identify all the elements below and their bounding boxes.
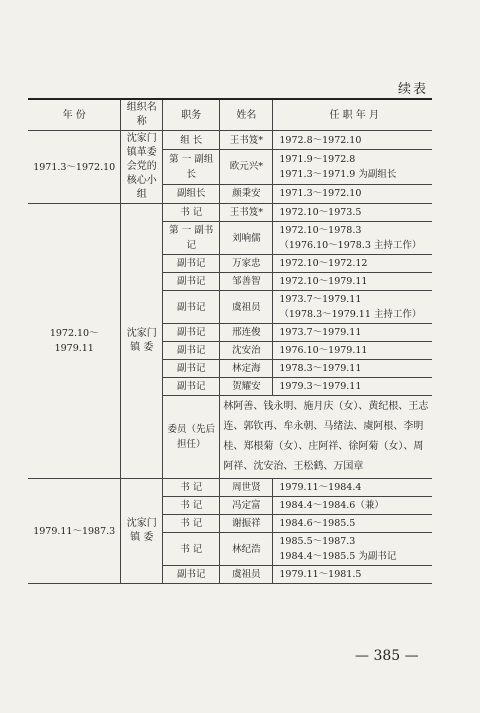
- tenure-line: （1976.10～1978.3 主持工作）: [279, 240, 422, 251]
- tenure-cell: [273, 150, 432, 185]
- tenure-line: 1984.4～1985.5 为副书记: [279, 551, 397, 562]
- tenure-line: 1984.4～1984.6（兼）: [279, 500, 384, 511]
- name-cell: 万家忠: [220, 255, 273, 273]
- position-cell: 副书记: [163, 342, 220, 360]
- tenure-line: 1972.10～1973.5: [279, 207, 362, 218]
- name-cell: 林纪浩: [220, 533, 273, 566]
- position-cell: 书 记: [163, 533, 220, 566]
- name-cell: 颜秉安: [220, 184, 273, 203]
- tenure-cell: [273, 255, 432, 273]
- col-header-org: 组织名称: [121, 99, 163, 131]
- tenure-cell: [273, 479, 432, 497]
- name-cell: 刘响儒: [220, 222, 273, 255]
- tenure-line: 1971.3～1971.9 为副组长: [279, 168, 397, 180]
- tenure-cell: [273, 378, 432, 396]
- position-cell: 副书记: [163, 566, 220, 584]
- tenure-cell: [273, 131, 432, 150]
- tenure-line: （1978.3～1979.11 主持工作）: [279, 309, 422, 320]
- page-number: — 385 —: [355, 648, 419, 664]
- tenure-cell: [273, 184, 432, 203]
- position-cell: 副书记: [163, 378, 220, 396]
- position-cell: 副组长: [163, 184, 220, 203]
- name-cell: 贺耀安: [220, 378, 273, 396]
- name-cell: 欧元兴*: [220, 150, 273, 185]
- tenure-cell: [273, 342, 432, 360]
- tenure-line: 1973.7～1979.11: [279, 294, 362, 305]
- table-row: [28, 131, 432, 150]
- tenure-line: 1984.6～1985.5: [279, 518, 356, 529]
- name-cell: 沈安治: [220, 342, 273, 360]
- position-cell: 书 记: [163, 204, 220, 222]
- tenure-cell: [273, 273, 432, 291]
- period-cell: 1972.10～1979.11: [28, 204, 121, 479]
- name-cell: 王书笈*: [220, 131, 273, 150]
- tenure-line: 1972.10～1979.11: [279, 276, 368, 287]
- position-cell: 副书记: [163, 255, 220, 273]
- position-cell: 副书记: [163, 324, 220, 342]
- tenure-cell: [273, 497, 432, 515]
- tenure-cell: [273, 291, 432, 324]
- position-cell: 委员（先后担任）: [163, 396, 220, 479]
- tenure-line: 1972.10～1978.3: [279, 225, 362, 236]
- org-cell: 沈家门镇 委: [121, 479, 163, 584]
- name-cell: 王书笈*: [220, 204, 273, 222]
- name-cell: 虞祖员: [220, 566, 273, 584]
- continuation-label: 续表: [397, 82, 428, 97]
- tenure-cell: [273, 222, 432, 255]
- tenure-line: 1979.11～1981.5: [279, 569, 362, 580]
- officials-table: [28, 98, 432, 584]
- position-cell: 书 记: [163, 515, 220, 533]
- col-header-year: 年 份: [28, 99, 121, 131]
- table-row: [28, 204, 432, 222]
- position-cell: 书 记: [163, 497, 220, 515]
- position-cell: 第 一 副组长: [163, 150, 220, 185]
- tenure-cell: [273, 204, 432, 222]
- tenure-line: 1972.10～1972.12: [279, 258, 368, 269]
- name-cell: 林定海: [220, 360, 273, 378]
- org-cell: 沈家门镇 委: [121, 204, 163, 479]
- tenure-cell: [273, 566, 432, 584]
- tenure-line: 1978.3～1979.11: [279, 363, 362, 374]
- name-cell: 虞祖员: [220, 291, 273, 324]
- tenure-cell: [273, 515, 432, 533]
- tenure-line: 1971.3～1972.10: [279, 188, 362, 200]
- col-header-name: 姓名: [220, 99, 273, 131]
- tenure-line: 1972.8～1972.10: [279, 134, 362, 146]
- name-cell: 邹善智: [220, 273, 273, 291]
- position-cell: 副书记: [163, 360, 220, 378]
- position-cell: 副书记: [163, 291, 220, 324]
- name-cell: 冯定富: [220, 497, 273, 515]
- period-cell: 1979.11～1987.3: [28, 479, 121, 584]
- name-cell: 谢振祥: [220, 515, 273, 533]
- position-cell: 第 一 副书记: [163, 222, 220, 255]
- period-cell: 1971.3～1972.10: [28, 131, 121, 204]
- tenure-line: 1973.7～1979.11: [279, 327, 362, 338]
- tenure-cell: [273, 324, 432, 342]
- tenure-line: 1979.3～1979.11: [279, 381, 362, 392]
- name-cell: 周世贤: [220, 479, 273, 497]
- org-cell: 沈家门镇革委会党的核心小组: [121, 131, 163, 204]
- table-header-row: [28, 99, 432, 131]
- tenure-cell: [273, 533, 432, 566]
- position-cell: 组 长: [163, 131, 220, 150]
- tenure-line: 1976.10～1979.11: [279, 345, 368, 356]
- tenure-cell: [273, 360, 432, 378]
- position-cell: 副书记: [163, 273, 220, 291]
- col-header-tenure: 任 职 年 月: [273, 99, 432, 131]
- members-cell: 林阿善、钱永明、施月庆（女）、黄纪根、王志连、郭钦再、牟永朝、马绪法、虞阿根、李明桂、郑根菊（女）、庄阿祥、徐阿菊（女）、周阿祥、沈安治、王松鹤、万国章: [220, 396, 432, 479]
- table-row: [28, 479, 432, 497]
- name-cell: 邢连俊: [220, 324, 273, 342]
- position-cell: 书 记: [163, 479, 220, 497]
- tenure-line: 1979.11～1984.4: [279, 482, 362, 493]
- tenure-line: 1985.5～1987.3: [279, 536, 356, 547]
- col-header-position: 职务: [163, 99, 220, 131]
- tenure-line: 1971.9～1972.8: [279, 153, 356, 165]
